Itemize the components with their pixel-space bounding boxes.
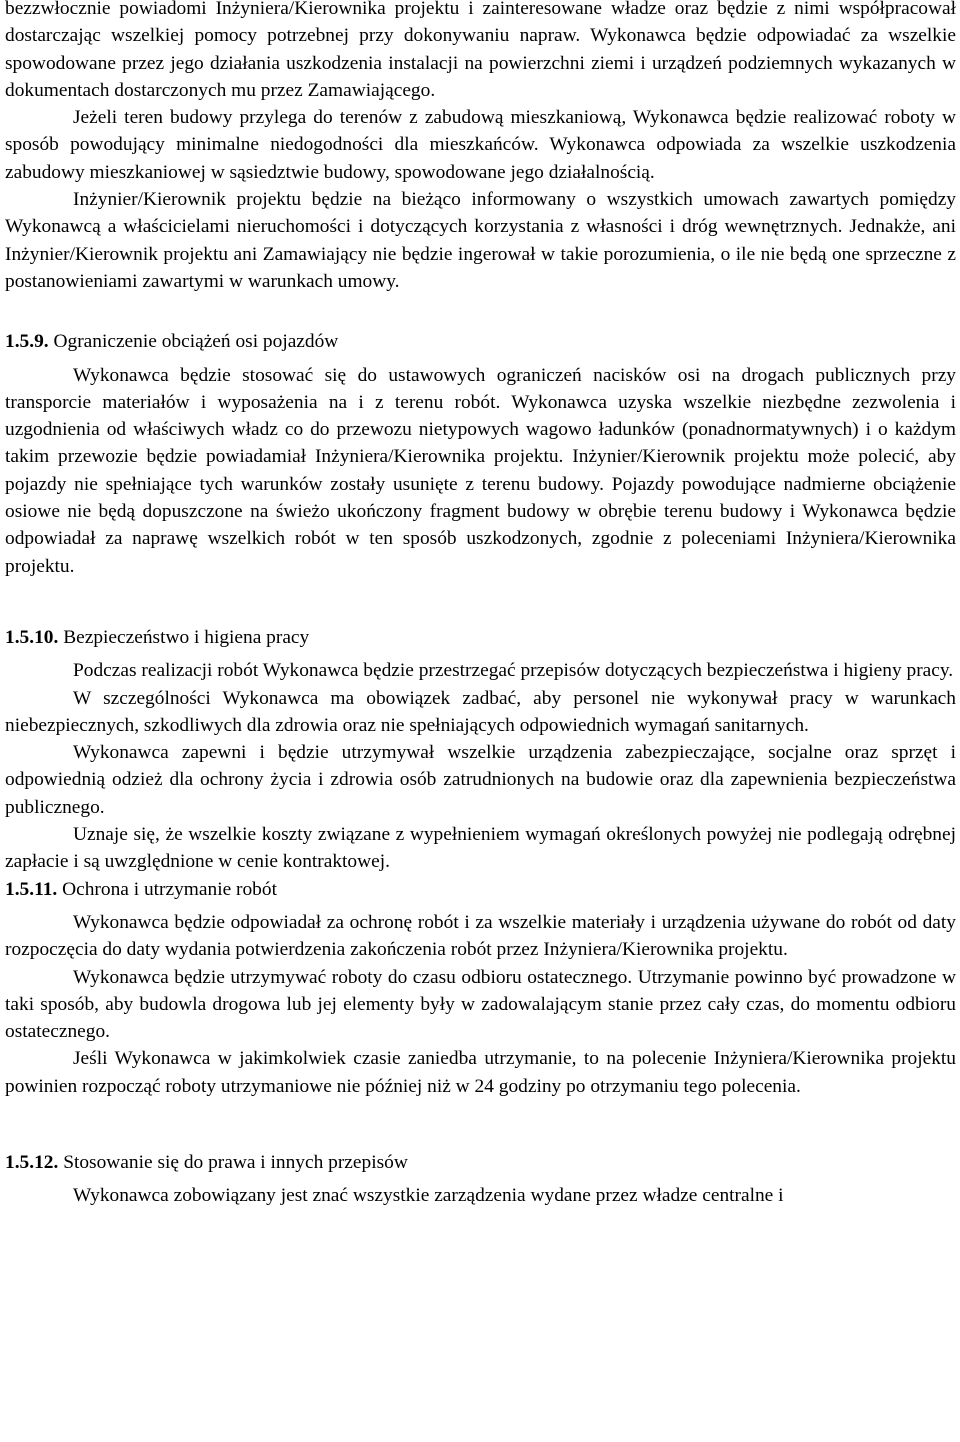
paragraph: Uznaje się, że wszelkie koszty związane z wypełnieniem wymagań określonych powyżej nie podlegają odrębnej zapłacie i są uwzględnione w cenie kontraktowej. (5, 824, 956, 873)
paragraph: Inżynier/Kierownik projektu będzie na bieżąco informowany o wszystkich umowach zawartych pomiędzy Wykonawcą a właścicielami nieruchomości i dotyczących korzystania z własności i dróg wewnętrznych. Jednakże, ani Inżynier/Kierownik projektu ani Zamawiający nie będzie ingerował w takie porozumienia, o ile nie będą one sprzeczne z postanowieniami zawartymi w warunkach umowy. (5, 189, 956, 292)
section-number: 1.5.12. (5, 1151, 59, 1173)
paragraph: Wykonawca zapewni i będzie utrzymywał wszelkie urządzenia zabezpieczające, socjalne oraz sprzęt i odpowiednią odzież dla ochrony życia i zdrowia osób zatrudnionych na budowie oraz dla zapewnienia bezpieczeństwa publicznego. (5, 742, 956, 818)
section-title: Bezpieczeństwo i higiena pracy (63, 626, 310, 648)
section-heading (5, 876, 956, 903)
section-heading (5, 328, 956, 355)
paragraph: Wykonawca będzie utrzymywać roboty do czasu odbioru ostatecznego. Utrzymanie powinno być prowadzone w taki sposób, aby budowla drogowa lub jej elementy były w zadowalającym stanie przez cały czas, do momentu odbioru ostatecznego. (5, 966, 956, 1043)
section-number: 1.5.10. (5, 626, 59, 648)
paragraph: Jeżeli teren budowy przylega do terenów z zabudową mieszkaniową, Wykonawca będzie realizować roboty w sposób powodujący minimalne niedogodności dla mieszkańców. Wykonawca odpowiada za wszelkie uszkodzenia zabudowy mieszkaniowej w sąsiedztwie budowy, spowodowane jego działalnością. (5, 107, 956, 183)
paragraph: bezzwłocznie powiadomi Inżyniera/Kierownika projektu i zainteresowane władze oraz będzie z nimi współpracował dostarczając wszelkiej pomocy potrzebnej przy dokonywaniu napraw. Wykonawca będzie odpowiadać za wszelkie spowodowane przez jego działania uszkodzenia instalacji na powierzchni ziemi i urządzeń podziemnych wykazanych w dokumentach dostarczonych mu przez Zamawiającego. (5, 0, 956, 101)
paragraph: Podczas realizacji robót Wykonawca będzie przestrzegać przepisów dotyczących bezpieczeństwa i higieny pracy. (73, 660, 954, 682)
paragraph: Jeśli Wykonawca w jakimkolwiek czasie zaniedba utrzymanie, to na polecenie Inżyniera/Kierownika projektu powinien rozpocząć roboty utrzymaniowe nie później niż w 24 godziny po otrzymaniu tego polecenia. (5, 1048, 956, 1097)
section-number: 1.5.11. (5, 878, 58, 900)
paragraph: Wykonawca zobowiązany jest znać wszystkie zarządzenia wydane przez władze centralne i (73, 1185, 784, 1207)
paragraph: Wykonawca będzie stosować się do ustawowych ograniczeń nacisków osi na drogach publicznych przy transporcie materiałów i wyposażenia na i z terenu robót. Wykonawca uzyska wszelkie niezbędne zezwolenia i uzgodnienia od właściwych władz co do przewozu nietypowych wagowo ładunków (ponadnormatywnych) i o każdym takim przewozie będzie powiadamiał Inżyniera/Kierownika projektu. Inżynier/Kierownik projektu może polecić, aby pojazdy nie spełniające tych warunków zostały usunięte z terenu budowy. Pojazdy powodujące nadmierne obciążenie osiowe nie będą dopuszczone na świeżo ukończony fragment budowy w obrębie terenu budowy i Wykonawca będzie odpowiadał za naprawę wszelkich robót w ten sposób uszkodzonych, zgodnie z poleceniami Inżyniera/Kierownika projektu. (5, 364, 956, 577)
section-heading (5, 1149, 956, 1176)
paragraph: Wykonawca będzie odpowiadał za ochronę robót i za wszelkie materiały i urządzenia używane do robót od daty rozpoczęcia do daty wydania potwierdzenia zakończenia robót przez Inżyniera/Kierownika projektu. (5, 911, 956, 961)
section-number: 1.5.9. (5, 331, 49, 353)
section-1-5-12 (5, 1149, 956, 1210)
paragraph: W szczególności Wykonawca ma obowiązek zadbać, aby personel nie wykonywał pracy w warunkach niebezpiecznych, szkodliwych dla zdrowia oraz nie spełniających odpowiednich wymagań sanitarnych. (5, 687, 956, 736)
section-1-5-11 (5, 876, 956, 1100)
section-1-5-9 (5, 328, 956, 580)
section-heading (5, 624, 956, 651)
section-title: Ochrona i utrzymanie robót (62, 878, 277, 900)
section-title: Ograniczenie obciążeń osi pojazdów (53, 331, 339, 353)
section-title: Stosowanie się do prawa i innych przepisów (63, 1151, 408, 1173)
section-1-5-10 (5, 624, 956, 876)
